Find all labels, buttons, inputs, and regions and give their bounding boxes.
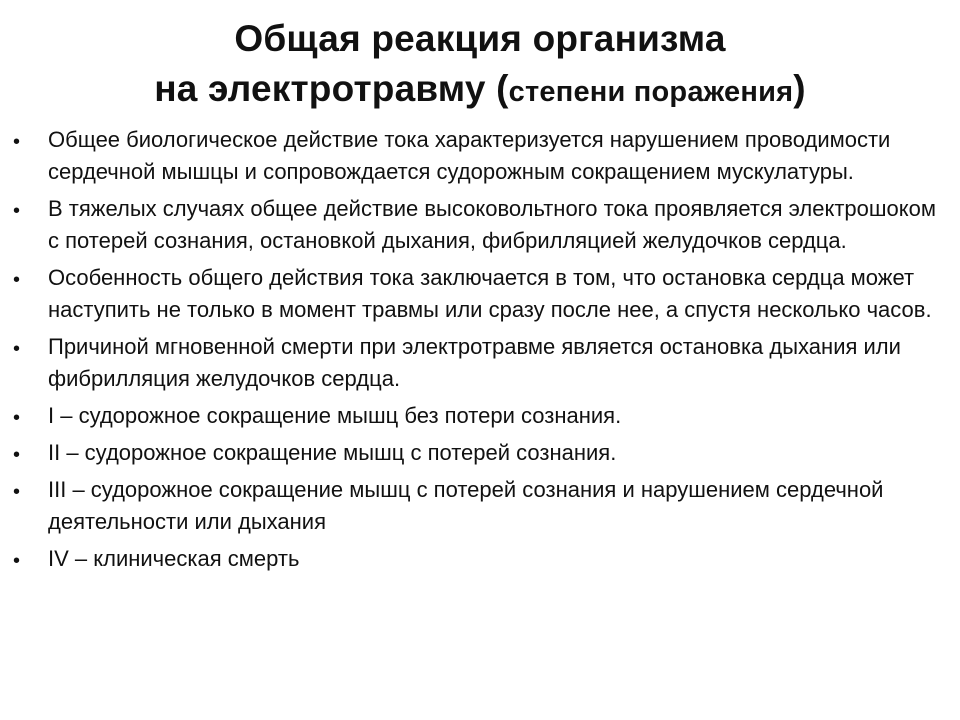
bullet-item [6,437,946,469]
bullet-text: В тяжелых случаях общее действие высоковольтного тока проявляется электрошоком с потерей сознания, остановкой дыхания, фибрилляцией желудочков сердца. [48,196,937,253]
title-line-2-close: ) [793,68,806,109]
bullet-dot-icon: • [13,269,21,291]
title-line-2-sub: степени поражения [508,76,794,108]
bullet-text: IV – клиническая смерть [48,546,300,571]
title-line-2-main: на электротравму ( [154,68,509,109]
bullet-dot-icon: • [13,131,21,153]
bullet-item [6,331,946,395]
bullet-text: III – судорожное сокращение мышц с потерей сознания и нарушением сердечной деятельности или дыхания [48,477,884,534]
bullet-dot-icon: • [13,550,21,572]
slide-title [40,14,920,117]
bullet-list [6,124,946,580]
bullet-dot-icon: • [13,407,21,429]
title-line-1: Общая реакция организма [234,18,726,59]
bullet-text: Особенность общего действия тока заключается в том, что остановка сердца может наступить не только в момент травмы или сразу после нее, а спустя несколько часов. [48,265,932,322]
bullet-item [6,543,946,575]
bullet-item [6,262,946,326]
bullet-text: Общее биологическое действие тока характеризуется нарушением проводимости сердечной мышцы и сопровождается судорожным сокращением мускулатуры. [48,127,891,184]
bullet-item [6,400,946,432]
bullet-text: Причиной мгновенной смерти при электротравме является остановка дыхания или фибрилляция желудочков сердца. [48,334,901,391]
bullet-dot-icon: • [13,481,21,503]
bullet-item [6,193,946,257]
bullet-item [6,124,946,188]
bullet-dot-icon: • [13,200,21,222]
bullet-item [6,474,946,538]
bullet-text: II – судорожное сокращение мышц с потерей сознания. [48,440,617,465]
bullet-dot-icon: • [13,338,21,360]
bullet-text: I – судорожное сокращение мышц без потери сознания. [48,403,622,428]
bullet-dot-icon: • [13,444,21,466]
title-line-2 [40,64,920,117]
